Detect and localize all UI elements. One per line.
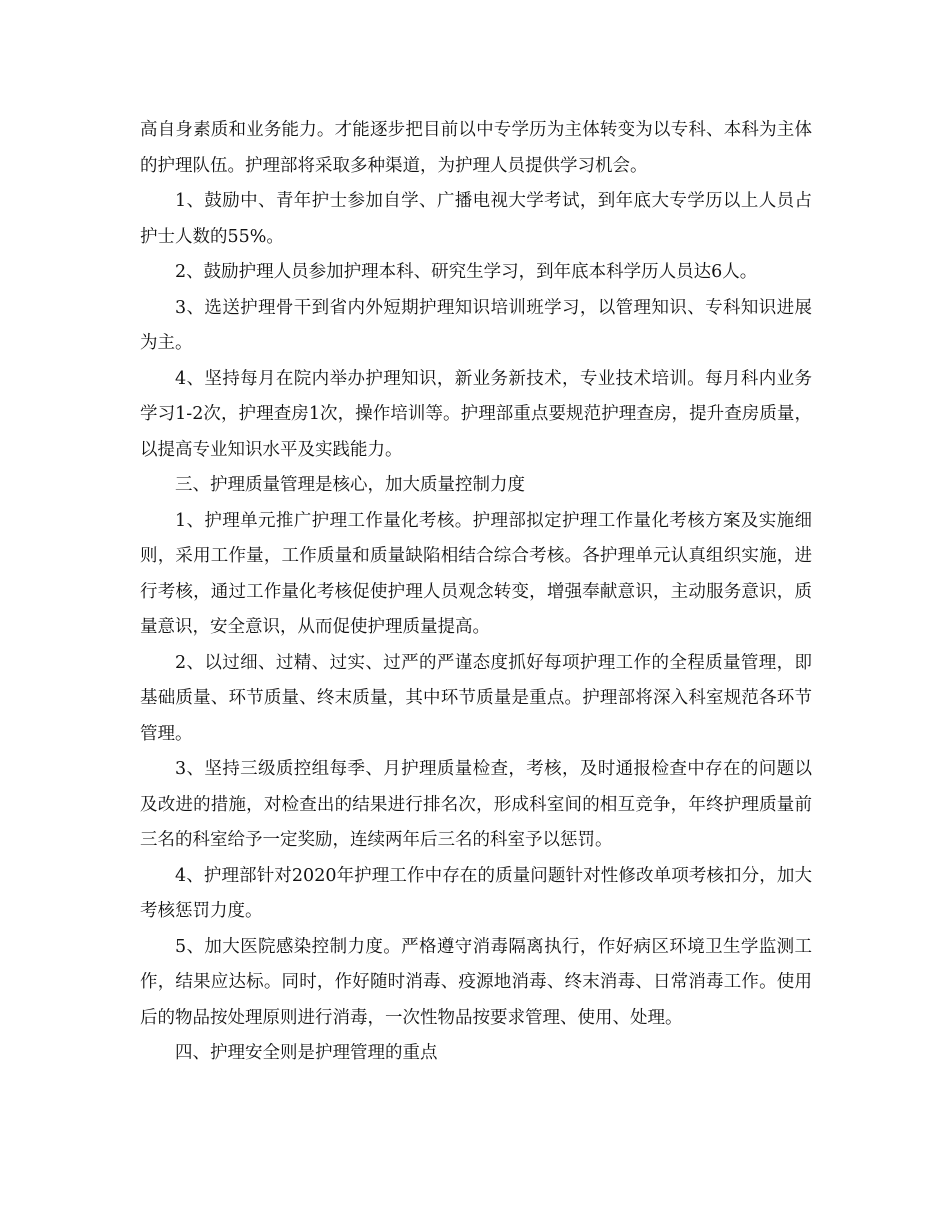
- list-item-4: 4、坚持每月在院内举办护理知识，新业务新技术，专业技术培训。每月科内业务学习1-2次，护理查房1次，操作培训等。护理部重点要规范护理查房，提升查房质量，以提高专业知识水平及实践能力。: [140, 368, 812, 460]
- body-paragraph: 高自身素质和业务能力。才能逐步把目前以中专学历为主体转变为以专科、本科为主体的护理队伍。护理部将采取多种渠道，为护理人员提供学习机会。: [140, 120, 812, 176]
- list-item-5: 5、加大医院感染控制力度。严格遵守消毒隔离执行，作好病区环境卫生学监测工作，结果应达标。同时，作好随时消毒、疫源地消毒、终末消毒、日常消毒工作。使用后的物品按处理原则进行消毒，一次性物品按要求管理、使用、处理。: [140, 936, 812, 1028]
- section-heading-4: 四、护理安全则是护理管理的重点: [175, 1043, 438, 1063]
- list-item-1: 1、护理单元推广护理工作量化考核。护理部拟定护理工作量化考核方案及实施细则，采用工作量，工作质量和质量缺陷相结合综合考核。各护理单元认真组织实施，进行考核，通过工作量化考核促使护理人员观念转变，增强奉献意识，主动服务意识，质量意识，安全意识，从而促使护理质量提高。: [140, 510, 812, 637]
- list-item-3: 3、坚持三级质控组每季、月护理质量检查，考核，及时通报检查中存在的问题以及改进的措施，对检查出的结果进行排名次，形成科室间的相互竞争，年终护理质量前三名的科室给予一定奖励，连续两年后三名的科室予以惩罚。: [140, 759, 812, 850]
- document-page: [140, 113, 812, 1072]
- list-item-1: 1、鼓励中、青年护士参加自学、广播电视大学考试，到年底大专学历以上人员占护士人数的55%。: [140, 191, 812, 247]
- list-item-4: 4、护理部针对2020年护理工作中存在的质量问题针对性修改单项考核扣分，加大考核惩罚力度。: [140, 865, 812, 921]
- list-item-2: 2、鼓励护理人员参加护理本科、研究生学习，到年底本科学历人员达6人。: [175, 262, 758, 282]
- list-item-2: 2、以过细、过精、过实、过严的严谨态度抓好每项护理工作的全程质量管理，即基础质量、环节质量、终末质量，其中环节质量是重点。护理部将深入科室规范各环节管理。: [140, 652, 812, 744]
- list-item-3: 3、选送护理骨干到省内外短期护理知识培训班学习，以管理知识、专科知识进展为主。: [140, 297, 812, 353]
- section-heading-3: 三、护理质量管理是核心，加大质量控制力度: [175, 475, 525, 495]
